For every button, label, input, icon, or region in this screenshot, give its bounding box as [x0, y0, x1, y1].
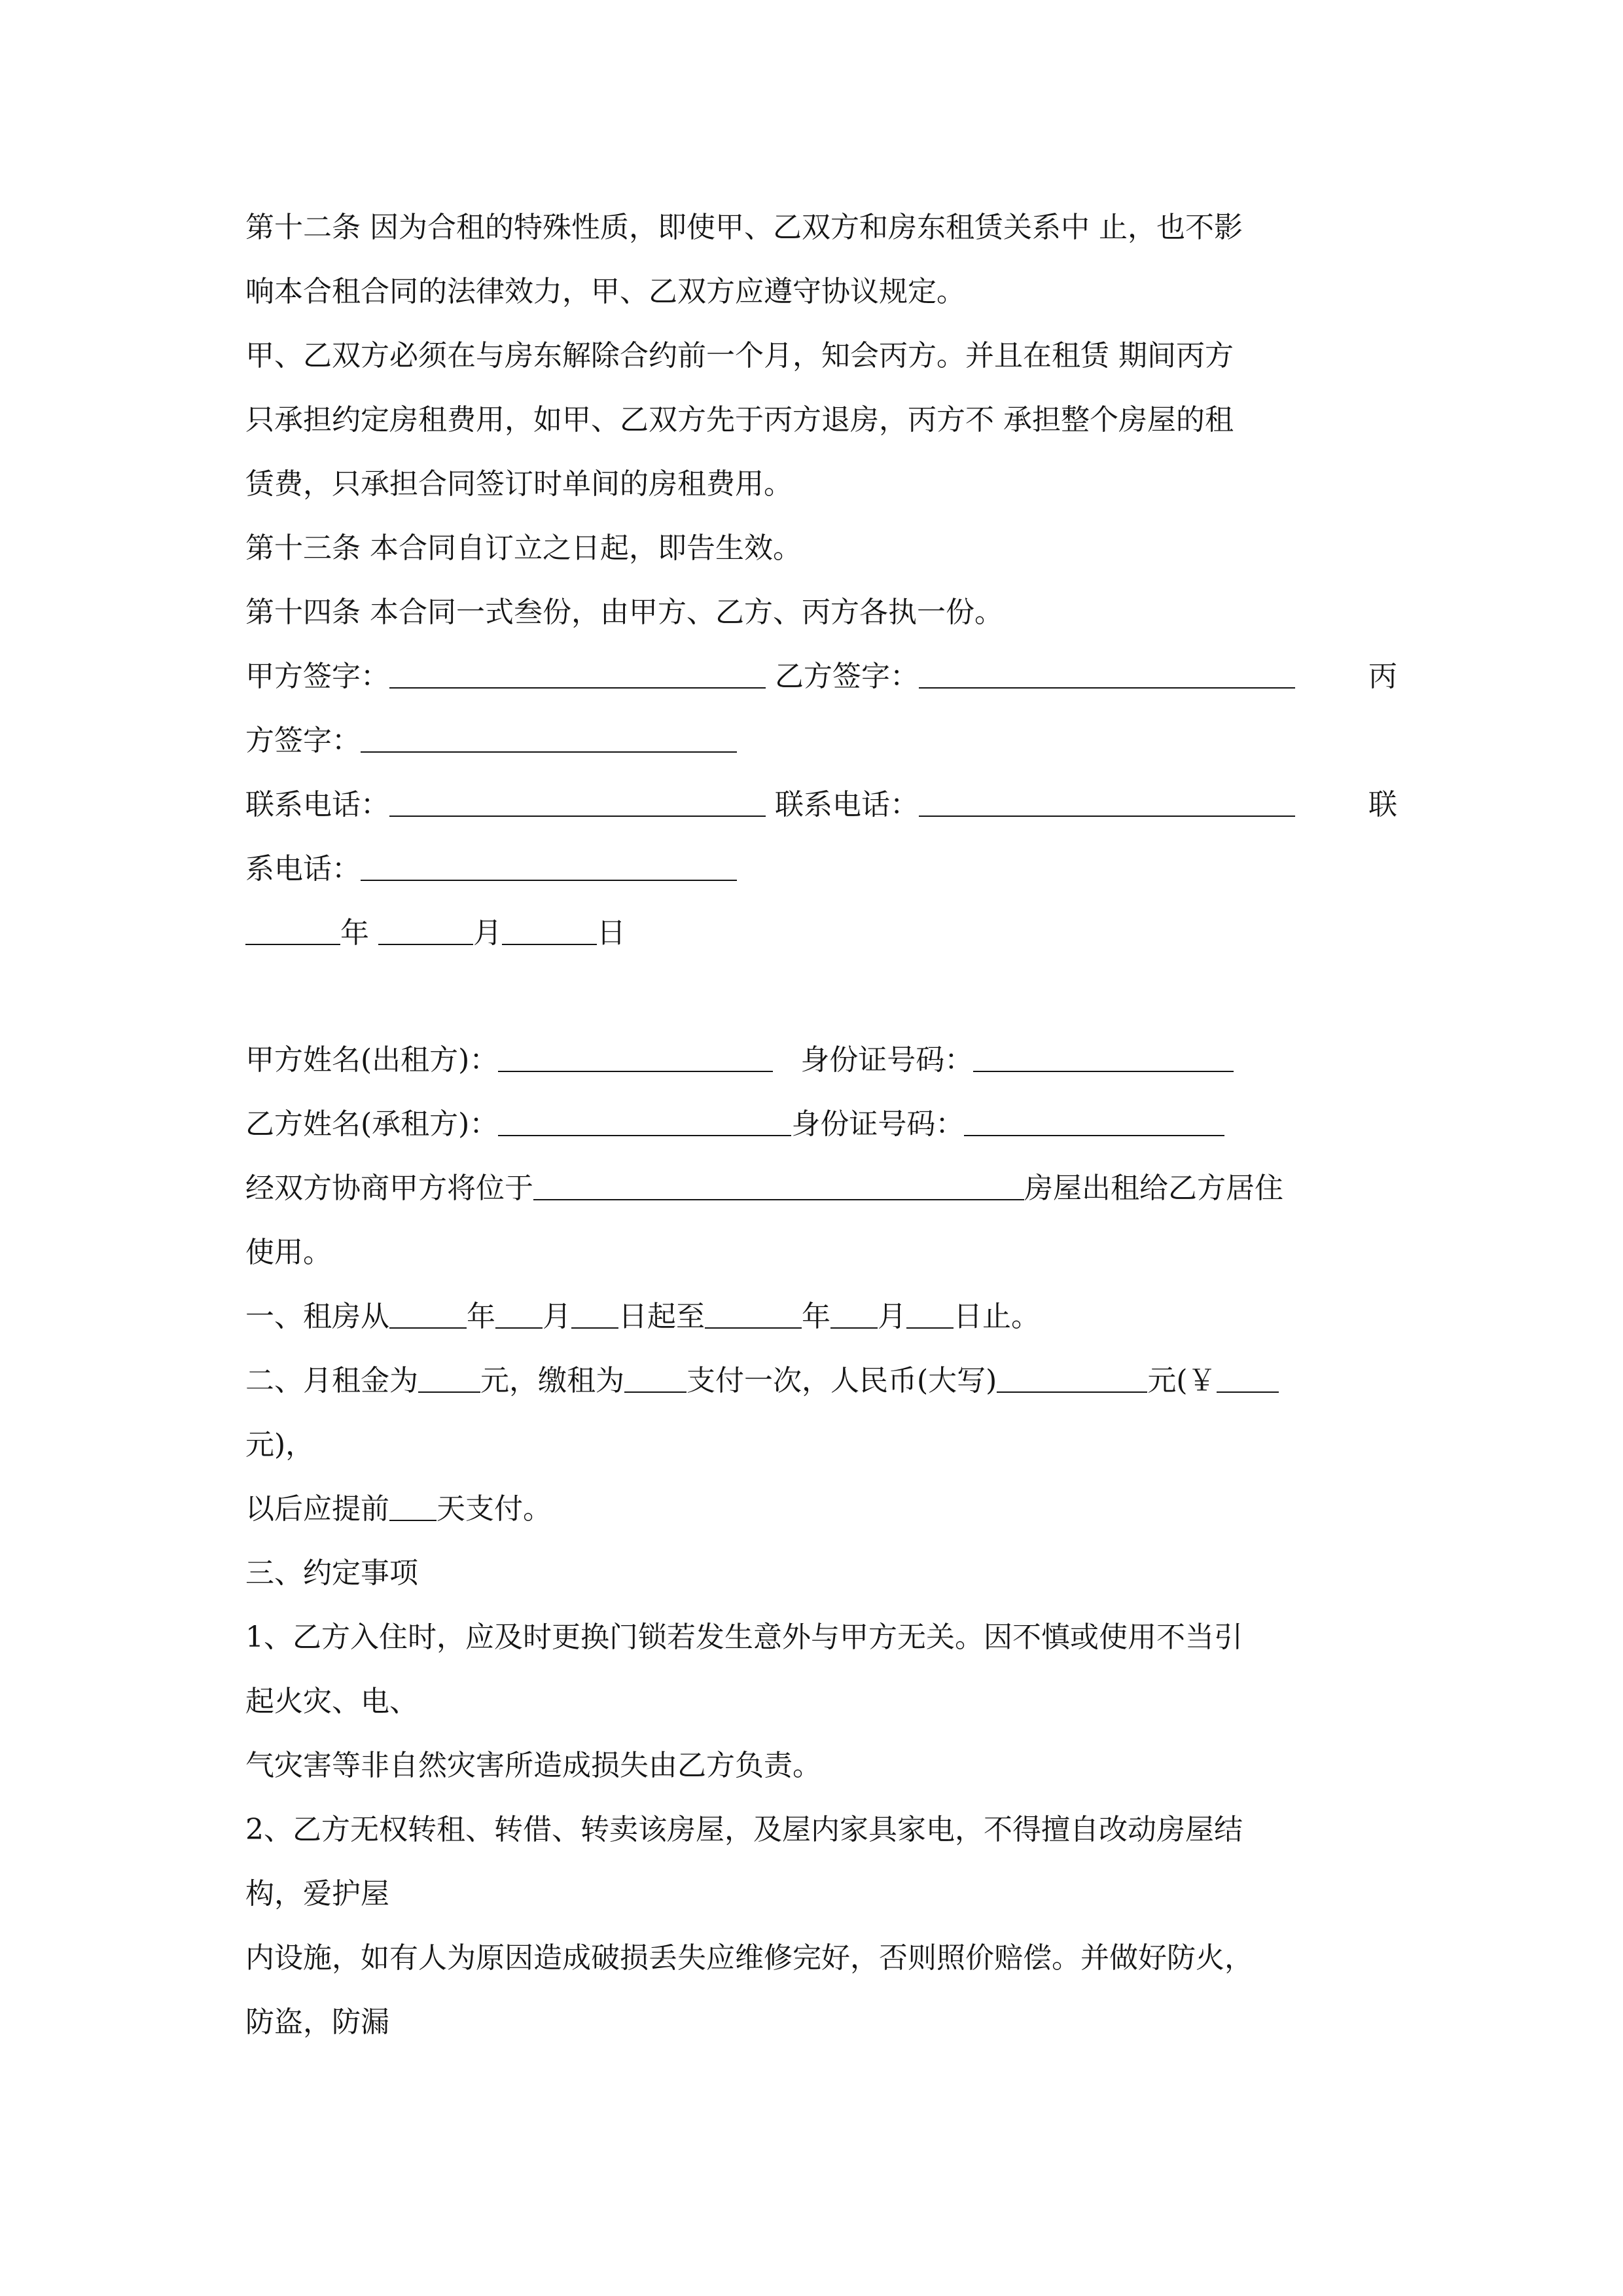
start-day-label: 日起至: [618, 1300, 705, 1333]
landlord-id-blank[interactable]: [973, 1042, 1234, 1072]
end-year-label: 年: [802, 1300, 830, 1333]
rmb-uppercase-label: 支付一次，人民币(大写): [687, 1364, 997, 1397]
month-label: 月: [473, 916, 502, 950]
tenant-id-label: 身份证号码：: [791, 1107, 965, 1141]
phone-row: [245, 785, 1397, 825]
item-1-line-3: 气灾害等非自然灾害所造成损失由乙方负责。: [245, 1749, 821, 1782]
landlord-row: [245, 1041, 1397, 1080]
item-2-line-3: 内设施，如有人为原因造成破损丢失应维修完好，否则照价赔偿。并做好防火，: [245, 1941, 1253, 1975]
rent-period-label: 元，缴租为: [480, 1364, 624, 1397]
end-day-blank[interactable]: [906, 1299, 954, 1329]
tenant-row: [245, 1105, 1397, 1144]
notice-line-1: 甲、乙双方必须在与房东解除合约前一个月，知会丙方。并且在租赁 期间丙方: [245, 339, 1234, 372]
property-row: [245, 1169, 1397, 1208]
property-row-continued: 使用。: [245, 1236, 332, 1269]
clause-12-line-1: 第十二条 因为合租的特殊性质，即使甲、乙双方和房东租赁关系中 止，也不影: [245, 211, 1243, 244]
property-prefix: 经双方协商甲方将位于: [245, 1172, 533, 1205]
month-blank[interactable]: [378, 915, 473, 945]
item-1-line-2: 起火灾、电、: [245, 1685, 418, 1718]
signature-row: [245, 657, 1397, 696]
item-2-line-2: 构，爱护屋: [245, 1877, 389, 1910]
item-2-line-1: 2、乙方无权转租、转借、转卖该房屋，及屋内家具家电，不得擅自改动房屋结: [245, 1813, 1243, 1846]
advance-days-blank[interactable]: [389, 1491, 437, 1521]
party-c-signature-label-end: 方签字：: [245, 724, 361, 757]
yuan-symbol-label: 元(￥: [1147, 1364, 1217, 1397]
rental-period-row: [245, 1297, 1397, 1336]
yuan-amount-blank[interactable]: [1217, 1363, 1279, 1393]
year-label: 年: [340, 916, 369, 950]
clause-13: 第十三条 本合同自订立之日起，即告生效。: [245, 531, 802, 565]
party-b-signature-label: 乙方签字：: [775, 660, 919, 693]
party-c-phone-blank[interactable]: [361, 851, 737, 881]
start-month-blank[interactable]: [495, 1299, 543, 1329]
start-day-blank[interactable]: [571, 1299, 618, 1329]
payment-period-blank[interactable]: [624, 1363, 687, 1393]
party-a-signature-blank[interactable]: [389, 658, 766, 689]
party-a-phone-blank[interactable]: [389, 787, 766, 817]
item-2-line-4: 防盗，防漏: [245, 2005, 389, 2039]
party-a-signature-label: 甲方签字：: [245, 660, 389, 693]
party-c-phone-label-start: 联: [1368, 788, 1397, 821]
notice-line-2: 只承担约定房租费用，如甲、乙双方先于丙方退房，丙方不 承担整个房屋的租: [245, 403, 1234, 437]
day-blank[interactable]: [502, 915, 597, 945]
end-day-label: 日止。: [954, 1300, 1040, 1333]
advance-payment-row: [245, 1490, 1397, 1529]
advance-suffix: 天支付。: [437, 1492, 552, 1526]
landlord-name-blank[interactable]: [498, 1042, 773, 1072]
day-label: 日: [597, 916, 626, 950]
rmb-uppercase-blank[interactable]: [997, 1363, 1147, 1393]
phone-row-continued: [245, 850, 1397, 889]
start-year-blank[interactable]: [389, 1299, 467, 1329]
tenant-name-blank[interactable]: [498, 1106, 791, 1136]
party-b-signature-blank[interactable]: [919, 658, 1295, 689]
clause-12-line-2: 响本合租合同的法律效力，甲、乙双方应遵守协议规定。: [245, 275, 965, 308]
end-month-label: 月: [878, 1300, 906, 1333]
end-month-blank[interactable]: [830, 1299, 878, 1329]
property-suffix: 房屋出租给乙方居住: [1024, 1172, 1283, 1205]
notice-line-3: 赁费，只承担合同签订时单间的房租费用。: [245, 467, 793, 501]
clause-14: 第十四条 本合同一式叁份，由甲方、乙方、丙方各执一份。: [245, 596, 1003, 629]
property-address-blank[interactable]: [533, 1170, 1024, 1200]
party-c-phone-label-end: 系电话：: [245, 852, 361, 886]
landlord-name-label: 甲方姓名(出租方)：: [245, 1043, 499, 1077]
party-b-phone-blank[interactable]: [919, 787, 1295, 817]
monthly-rent-blank[interactable]: [418, 1363, 480, 1393]
date-row: [245, 914, 1397, 953]
landlord-id-label: 身份证号码：: [800, 1043, 974, 1077]
start-year-label: 年: [467, 1300, 495, 1333]
party-c-signature-blank[interactable]: [361, 723, 737, 753]
year-blank[interactable]: [245, 915, 340, 945]
start-month-label: 月: [543, 1300, 571, 1333]
rent-row-continued: 元)，: [245, 1428, 315, 1462]
party-a-phone-label: 联系电话：: [245, 788, 389, 821]
rent-prefix: 二、月租金为: [245, 1364, 418, 1397]
advance-prefix: 以后应提前: [245, 1492, 389, 1526]
agreed-items-heading: 三、约定事项: [245, 1556, 418, 1590]
signature-row-continued: [245, 721, 1397, 761]
rent-row: [245, 1361, 1397, 1401]
rental-period-prefix: 一、租房从: [245, 1300, 389, 1333]
party-b-phone-label: 联系电话：: [775, 788, 919, 821]
end-year-blank[interactable]: [705, 1299, 802, 1329]
item-1-line-1: 1、乙方入住时，应及时更换门锁若发生意外与甲方无关。因不慎或使用不当引: [245, 1621, 1243, 1654]
tenant-id-blank[interactable]: [964, 1106, 1224, 1136]
tenant-name-label: 乙方姓名(承租方)：: [245, 1107, 499, 1141]
party-c-signature-label-start: 丙: [1368, 660, 1397, 693]
